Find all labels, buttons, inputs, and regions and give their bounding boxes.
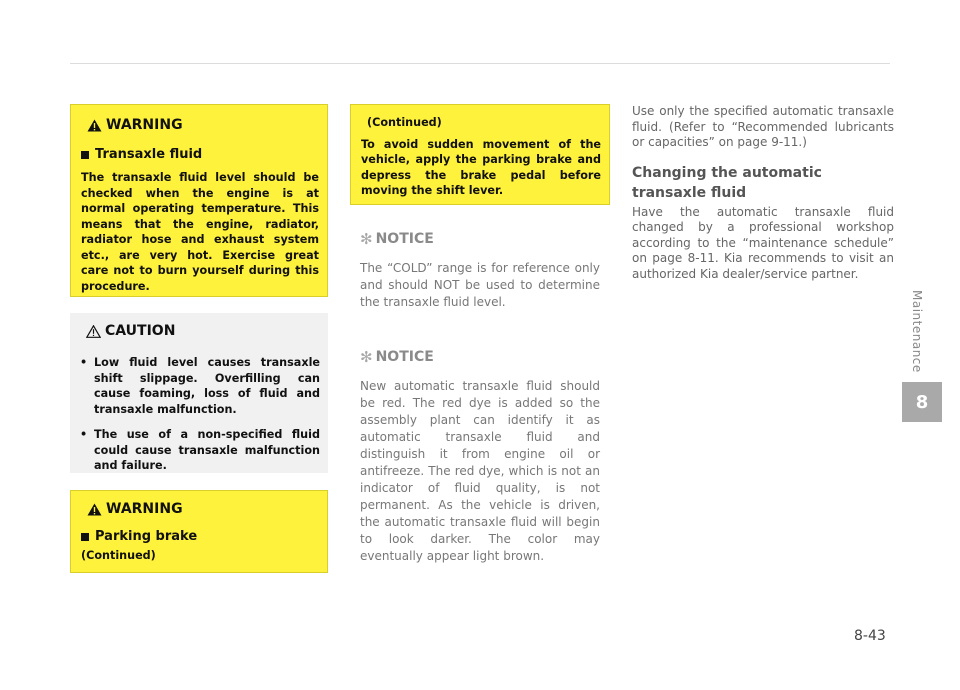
- column-three: [632, 104, 894, 282]
- caution-title: CAUTION: [105, 323, 176, 339]
- warning-title: WARNING: [106, 117, 183, 133]
- chapter-tab: 8: [902, 382, 942, 422]
- warning-subtitle: [81, 529, 319, 544]
- notice-title: NOTICE: [375, 231, 434, 247]
- warning-triangle-icon: [87, 503, 102, 516]
- warning-subtitle: [81, 147, 319, 162]
- caution-item: [80, 355, 320, 417]
- square-bullet-icon: [81, 151, 89, 159]
- notice-body: The “COLD” range is for reference only and should NOT be used to determine the transaxle fluid level.: [360, 261, 600, 309]
- notice-star-icon: ✻: [360, 230, 373, 248]
- warning-heading: [87, 501, 319, 517]
- notice-heading: [360, 230, 600, 248]
- warning-triangle-icon: [87, 119, 102, 132]
- warning-body: The transaxle fluid level should be checked when the engine is at normal operating temperature. This means that the engine, radiator, radiator hose and exhaust system etc., are very hot. Exercise great care not to burn yourself during this procedure.: [81, 171, 319, 293]
- bullet: •: [80, 356, 88, 369]
- notice-block: [360, 230, 600, 311]
- notice-title: NOTICE: [375, 349, 434, 365]
- page-number: 8-43: [854, 628, 886, 644]
- notice-body: New automatic transaxle fluid should be red. The red dye is added so the assembly plant can identify it as automatic transaxle fluid and distinguish it from engine oil or antifreeze. The red dye, which is not an indicator of fluid quality, is not permanent. As the vehicle is driven, the automatic transaxle fluid will begin to look darker. The color may eventually appear light brown.: [360, 379, 600, 563]
- bullet: •: [80, 428, 88, 441]
- caution-triangle-icon: [86, 325, 101, 338]
- caution-item-text: The use of a non-specified fluid could cause transaxle malfunction and failure.: [94, 428, 320, 472]
- intro-paragraph: Use only the specified automatic transaxle fluid. (Refer to “Recommended lubricants or capacities” on page 9-11.): [632, 104, 894, 149]
- caution-list: [80, 355, 320, 474]
- warning-box-transaxle-fluid: [70, 104, 328, 297]
- caution-item: [80, 427, 320, 474]
- warning-subtitle-text: Parking brake: [95, 529, 198, 544]
- continued-label: (Continued): [367, 116, 442, 129]
- warning-box-continued: [350, 104, 610, 205]
- square-bullet-icon: [81, 533, 89, 541]
- notice-star-icon: ✻: [360, 348, 373, 366]
- caution-heading: [86, 323, 320, 339]
- top-rule: [70, 63, 890, 64]
- chapter-side-label: Maintenance: [910, 290, 924, 373]
- caution-item-text: Low fluid level causes transaxle shift slippage. Overfilling can cause foaming, loss of fluid and transaxle malfunction.: [94, 356, 320, 416]
- continued-label: (Continued): [81, 549, 156, 562]
- notice-heading: [360, 348, 600, 366]
- caution-box: [70, 313, 328, 473]
- continued-body: To avoid sudden movement of the vehicle, apply the parking brake and depress the brake pedal before moving the shift lever.: [361, 137, 601, 197]
- warning-heading: [87, 117, 319, 133]
- section-body: Have the automatic transaxle fluid changed by a professional workshop according to the “maintenance schedule” on page 8-11. Kia recommends to visit an authorized Kia dealer/service partner.: [632, 204, 894, 281]
- warning-subtitle-text: Transaxle fluid: [95, 147, 203, 162]
- notice-block: [360, 348, 600, 565]
- warning-box-parking-brake: [70, 490, 328, 573]
- warning-title: WARNING: [106, 501, 183, 517]
- section-heading: Changing the automatic transaxle fluid: [632, 164, 822, 201]
